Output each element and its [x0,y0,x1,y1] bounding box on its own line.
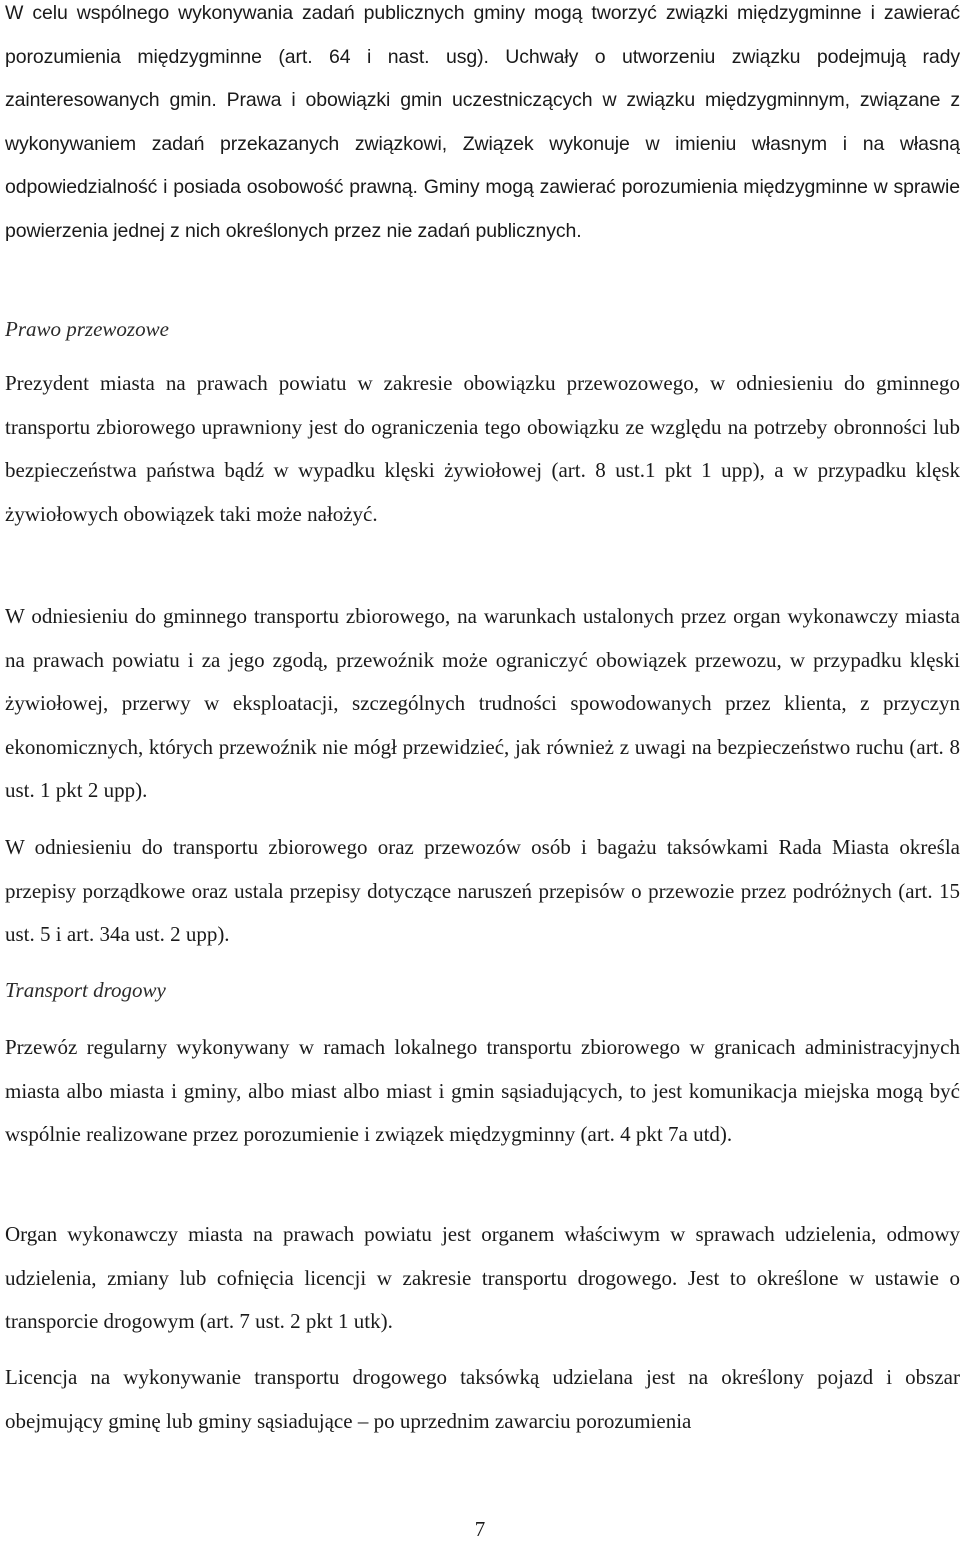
paragraph-regular-transport: Przewóz regularny wykonywany w ramach lokalnego transportu zbiorowego w granicach administracyjnych miasta albo miasta i gminy, albo miast albo miast i gmin sąsiadujących, to jest komunikacja miejska mogą być wspólnie realizowane przez porozumienie i związek międzygminny (art. 4 pkt 7a utd). [5,1035,960,1146]
paragraph-taxi-license: Licencja na wykonywanie transportu drogowego taksówką udzielana jest na określony pojazd i obszar obejmujący gminę lub gminy sąsiadujące – po uprzednim zawarciu porozumienia [5,1365,960,1433]
page-number: 7 [474,1517,486,1541]
paragraph-licensing-authority: Organ wykonawczy miasta na prawach powiatu jest organem właściwym w sprawach udzielenia, odmowy udzielenia, zmiany lub cofnięcia licencji w zakresie transportu drogowego. Jest to określone w ustawie o transporcie drogowym (art. 7 ust. 2 pkt 1 utk). [5,1222,960,1333]
section-heading-road-transport: Transport drogowy [5,978,166,1002]
paragraph-city-council-rules: W odniesieniu do transportu zbiorowego oraz przewozów osób i bagażu taksówkami Rada Miasta określa przepisy porządkowe oraz ustala przepisy dotyczące naruszeń przepisów o przewozie przez podróżnych (art. 15 ust. 5 i art. 34a ust. 2 upp). [5,835,960,946]
paragraph-municipal-transport-limits: W odniesieniu do gminnego transportu zbiorowego, na warunkach ustalonych przez organ wykonawczy miasta na prawach powiatu i za jego zgodą, przewoźnik może ograniczyć obowiązek przewozu, w przypadku klęski żywiołowej, przerwy w eksploatacji, szczególnych trudności spowodowanych przez klienta, z przyczyn ekonomicznych, których przewoźnik nie mógł przewidzieć, jak również z uwagi na bezpieczeństwo ruchu (art. 8 ust. 1 pkt 2 upp). [5,604,960,802]
section-heading-transport-law: Prawo przewozowe [5,317,169,341]
paragraph-municipal-unions: W celu wspólnego wykonywania zadań publicznych gminy mogą tworzyć związki międzygminne i zawierać porozumienia międzygminne (art. 64 i nast. usg). Uchwały o utworzeniu związku podejmują rady zainteresowanych gmin. Prawa i obowiązki gmin uczestniczących w związku międzygminnym, związane z wykonywaniem zadań przekazanych związkowi, Związek wykonuje w imieniu własnym i na własną odpowiedzialność i posiada osobowość prawną. Gminy mogą zawierać porozumienia międzygminne w sprawie powierzenia jednej z nich określonych przez nie zadań publicznych. [5,2,960,242]
paragraph-transport-obligation: Prezydent miasta na prawach powiatu w zakresie obowiązku przewozowego, w odniesieniu do gminnego transportu zbiorowego uprawniony jest do ograniczenia tego obowiązku ze względu na potrzeby obronności lub bezpieczeństwa państwa bądź w wypadku klęski żywiołowej (art. 8 ust.1 pkt 1 upp), a w przypadku klęsk żywiołowych obowiązek taki może nałożyć. [5,371,960,526]
